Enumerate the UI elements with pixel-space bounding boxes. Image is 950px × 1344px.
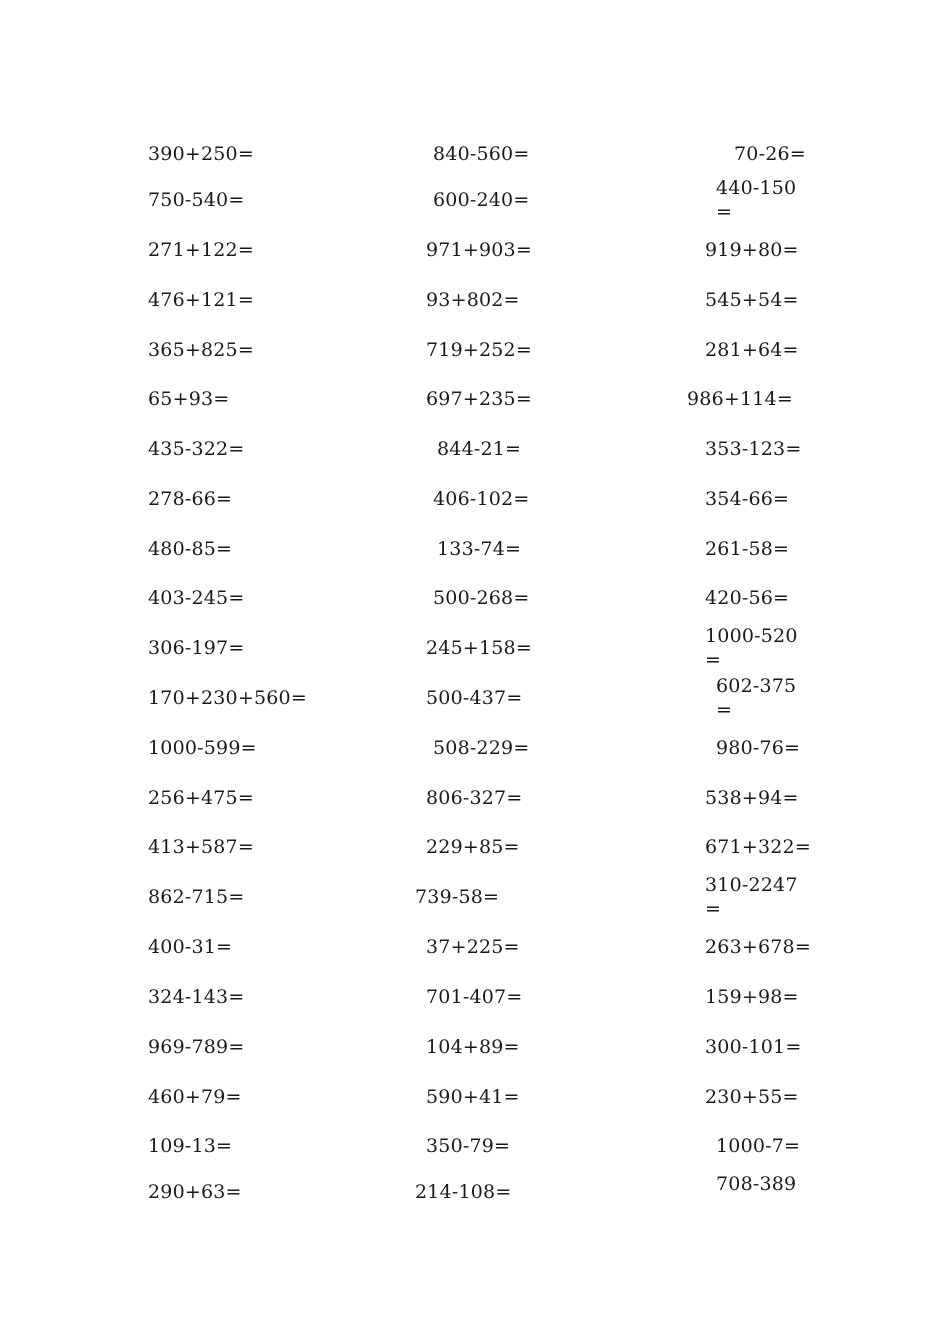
problem-item: 440-150 = (716, 177, 797, 223)
problem-item: 708-389 (716, 1173, 797, 1195)
problem-item: 354-66= (705, 488, 790, 510)
problem-item: 306-197= (148, 637, 245, 659)
problem-item: 230+55= (705, 1086, 799, 1108)
problem-item: 545+54= (705, 289, 799, 311)
problem-item: 844-21= (437, 438, 522, 460)
problem-item: 400-31= (148, 936, 233, 958)
problem-item: 256+475= (148, 787, 254, 809)
problem-item: 93+802= (426, 289, 520, 311)
problem-item: 1000-520 = (705, 625, 798, 671)
problem-item: 261-58= (705, 538, 790, 560)
problem-item: 245+158= (426, 637, 532, 659)
problem-item: 365+825= (148, 339, 254, 361)
problem-item: 460+79= (148, 1086, 242, 1108)
problem-item: 538+94= (705, 787, 799, 809)
problem-item: 403-245= (148, 587, 245, 609)
problem-item: 701-407= (426, 986, 523, 1008)
problem-item: 840-560= (433, 143, 530, 165)
problem-item: 229+85= (426, 836, 520, 858)
problem-item: 104+89= (426, 1036, 520, 1058)
problem-item: 508-229= (433, 737, 530, 759)
problem-item: 350-79= (426, 1135, 511, 1157)
problem-item: 170+230+560= (148, 687, 307, 709)
problem-item: 500-437= (426, 687, 523, 709)
problem-item: 806-327= (426, 787, 523, 809)
problem-item: 1000-599= (148, 737, 257, 759)
problem-item: 109-13= (148, 1135, 233, 1157)
problem-item: 476+121= (148, 289, 254, 311)
problem-item: 159+98= (705, 986, 799, 1008)
problem-item: 602-375 = (716, 675, 797, 721)
problem-item: 697+235= (426, 388, 532, 410)
problem-item: 353-123= (705, 438, 802, 460)
problem-item: 263+678= (705, 936, 811, 958)
problem-item: 919+80= (705, 239, 799, 261)
problem-item: 413+587= (148, 836, 254, 858)
problem-item: 65+93= (148, 388, 230, 410)
problem-item: 862-715= (148, 886, 245, 908)
problem-item: 406-102= (433, 488, 530, 510)
problem-item: 290+63= (148, 1181, 242, 1203)
problem-item: 133-74= (437, 538, 522, 560)
problem-item: 480-85= (148, 538, 233, 560)
problem-item: 271+122= (148, 239, 254, 261)
problem-item: 719+252= (426, 339, 532, 361)
problem-item: 600-240= (433, 189, 530, 211)
problem-item: 435-322= (148, 438, 245, 460)
problem-item: 324-143= (148, 986, 245, 1008)
problem-item: 310-2247 = (705, 874, 798, 920)
problem-item: 500-268= (433, 587, 530, 609)
problem-item: 37+225= (426, 936, 520, 958)
problem-item: 1000-7= (716, 1135, 801, 1157)
problem-item: 986+114= (687, 388, 793, 410)
problem-item: 70-26= (734, 143, 806, 165)
problem-item: 971+903= (426, 239, 532, 261)
problem-item: 300-101= (705, 1036, 802, 1058)
problem-item: 590+41= (426, 1086, 520, 1108)
problem-item: 671+322= (705, 836, 811, 858)
problem-item: 739-58= (415, 886, 500, 908)
problem-item: 420-56= (705, 587, 790, 609)
problem-item: 281+64= (705, 339, 799, 361)
problem-item: 214-108= (415, 1181, 512, 1203)
problem-item: 969-789= (148, 1036, 245, 1058)
problem-item: 278-66= (148, 488, 233, 510)
problem-item: 750-540= (148, 189, 245, 211)
problem-item: 980-76= (716, 737, 801, 759)
problem-item: 390+250= (148, 143, 254, 165)
